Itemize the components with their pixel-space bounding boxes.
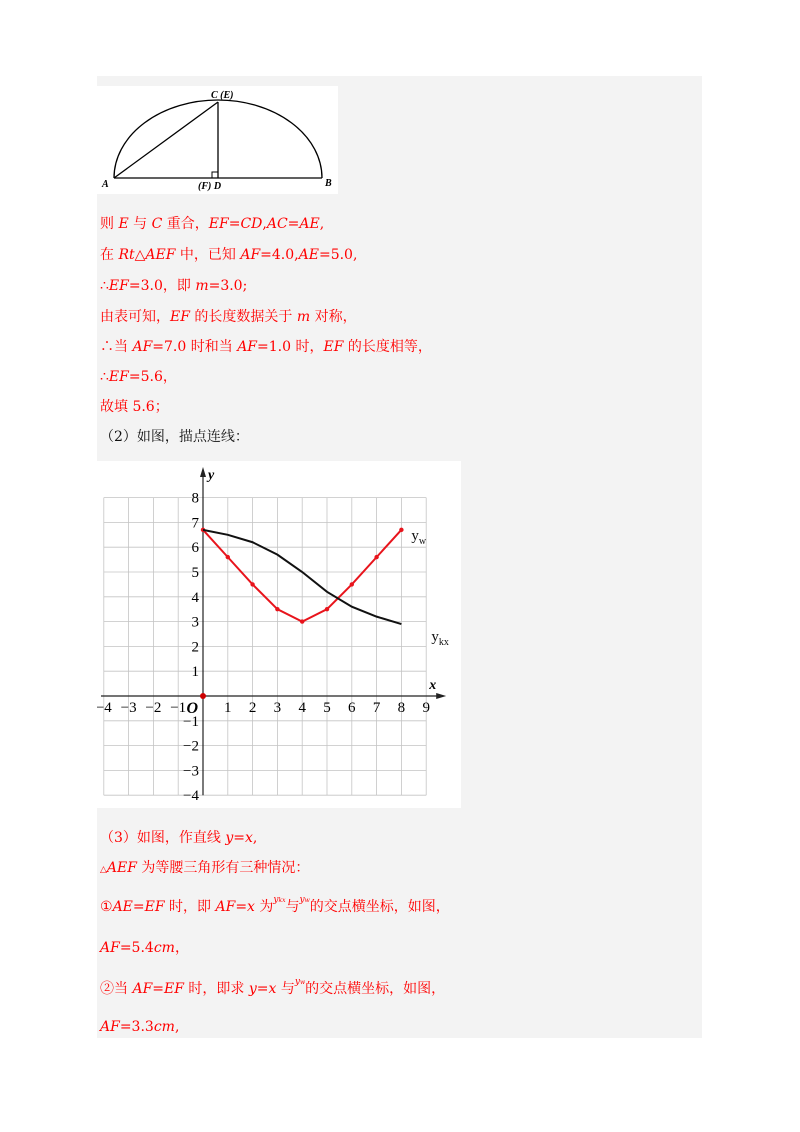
series-point-y_w <box>250 582 254 586</box>
x-tick-label: −1 <box>170 700 187 716</box>
y-tick-label: −3 <box>183 763 199 780</box>
text-line-13: ②当 AF=EF 时，即求 y=x 与$^{yw}$的交点横坐标，如图， <box>100 977 446 997</box>
semicircle-svg <box>97 86 338 194</box>
label-c-e: C (E) <box>211 90 234 101</box>
series-point-y_w <box>275 607 279 611</box>
graph-svg <box>97 461 461 808</box>
text-line-11: ①AE=EF 时，即 AF=x 为$^{ykx}$与$^{yw}$的交点横坐标，如图， <box>100 895 450 915</box>
y-tick-label: 1 <box>191 664 199 681</box>
series-label-y_kx <box>431 629 449 648</box>
text-line-5: ∴当 AF=7.0 时和当 AF=1.0 时，EF 的长度相等， <box>100 339 432 355</box>
x-axis-arrow <box>436 693 446 699</box>
y-axis-arrow <box>200 467 206 477</box>
x-tick-label: −2 <box>145 700 162 716</box>
x-tick-label: 1 <box>224 700 232 716</box>
series-label-main: y <box>431 629 439 646</box>
x-tick-label: 9 <box>422 700 430 716</box>
text-line-2: 在 Rt△AEF 中，已知 AF=4.0,AE=5.0, <box>100 247 358 263</box>
x-tick-label: −4 <box>97 700 112 716</box>
text-line-14: AF=3.3cm, <box>100 1019 180 1035</box>
x-tick-label: 3 <box>273 700 282 716</box>
label-f-d: (F) D <box>198 181 222 192</box>
y-axis-label: y <box>208 468 215 483</box>
origin-marker <box>200 693 206 699</box>
series-label-y_w <box>411 528 427 547</box>
y-tick-label: −2 <box>183 738 199 755</box>
series-label-sub: kx <box>438 637 449 649</box>
text-line-6: ∴EF=5.6， <box>100 369 177 385</box>
y-tick-label: −4 <box>183 788 199 805</box>
series-point-y_w <box>399 528 403 532</box>
x-tick-label: 2 <box>248 700 257 716</box>
text-line-8: （2）如图，描点连线： <box>100 429 249 445</box>
text-line-4: 由表可知，EF 的长度数据关于 m 对称， <box>100 309 357 325</box>
text-line-10: △AEF 为等腰三角形有三种情况： <box>100 860 310 876</box>
text-line-3: ∴EF=3.0，即 m=3.0; <box>100 278 248 294</box>
series-point-y_w <box>226 555 230 559</box>
segment-ac <box>114 102 218 178</box>
x-tick-label: 4 <box>298 700 306 716</box>
text-line-12: AF=5.4cm， <box>100 940 189 956</box>
y-tick-label: 2 <box>191 639 199 656</box>
x-tick-label: 6 <box>348 700 356 716</box>
label-b: B <box>325 178 332 189</box>
y-tick-label: 7 <box>191 515 199 532</box>
series-point-y_w <box>350 582 354 586</box>
right-angle-mark <box>212 172 218 178</box>
text-line-7: 故填 5.6； <box>100 399 169 415</box>
label-a: A <box>102 179 109 190</box>
x-tick-label: 8 <box>397 700 406 716</box>
series-point-y_w <box>300 619 304 623</box>
y-tick-label: 8 <box>191 490 199 507</box>
graph-figure <box>97 461 461 808</box>
text-line-9: （3）如图，作直线 y=x, <box>100 830 258 846</box>
series-label-sub: w <box>418 535 427 547</box>
y-tick-label: 3 <box>191 614 199 631</box>
x-tick-label: 7 <box>372 700 381 716</box>
x-tick-label: −3 <box>120 700 137 716</box>
series-point-y_w <box>374 555 378 559</box>
x-tick-label: 5 <box>323 700 331 716</box>
series-label-main: y <box>411 527 419 544</box>
semicircle-figure <box>97 86 338 194</box>
y-tick-label: −1 <box>183 713 199 730</box>
origin-label: O <box>186 700 198 717</box>
y-tick-label: 4 <box>191 589 199 606</box>
y-tick-label: 6 <box>191 540 199 557</box>
series-point-y_w <box>325 607 329 611</box>
text-line-1: 则 E 与 C 重合，EF=CD,AC=AE, <box>100 216 325 232</box>
y-tick-label: 5 <box>191 565 199 581</box>
x-axis-label: x <box>429 678 437 693</box>
